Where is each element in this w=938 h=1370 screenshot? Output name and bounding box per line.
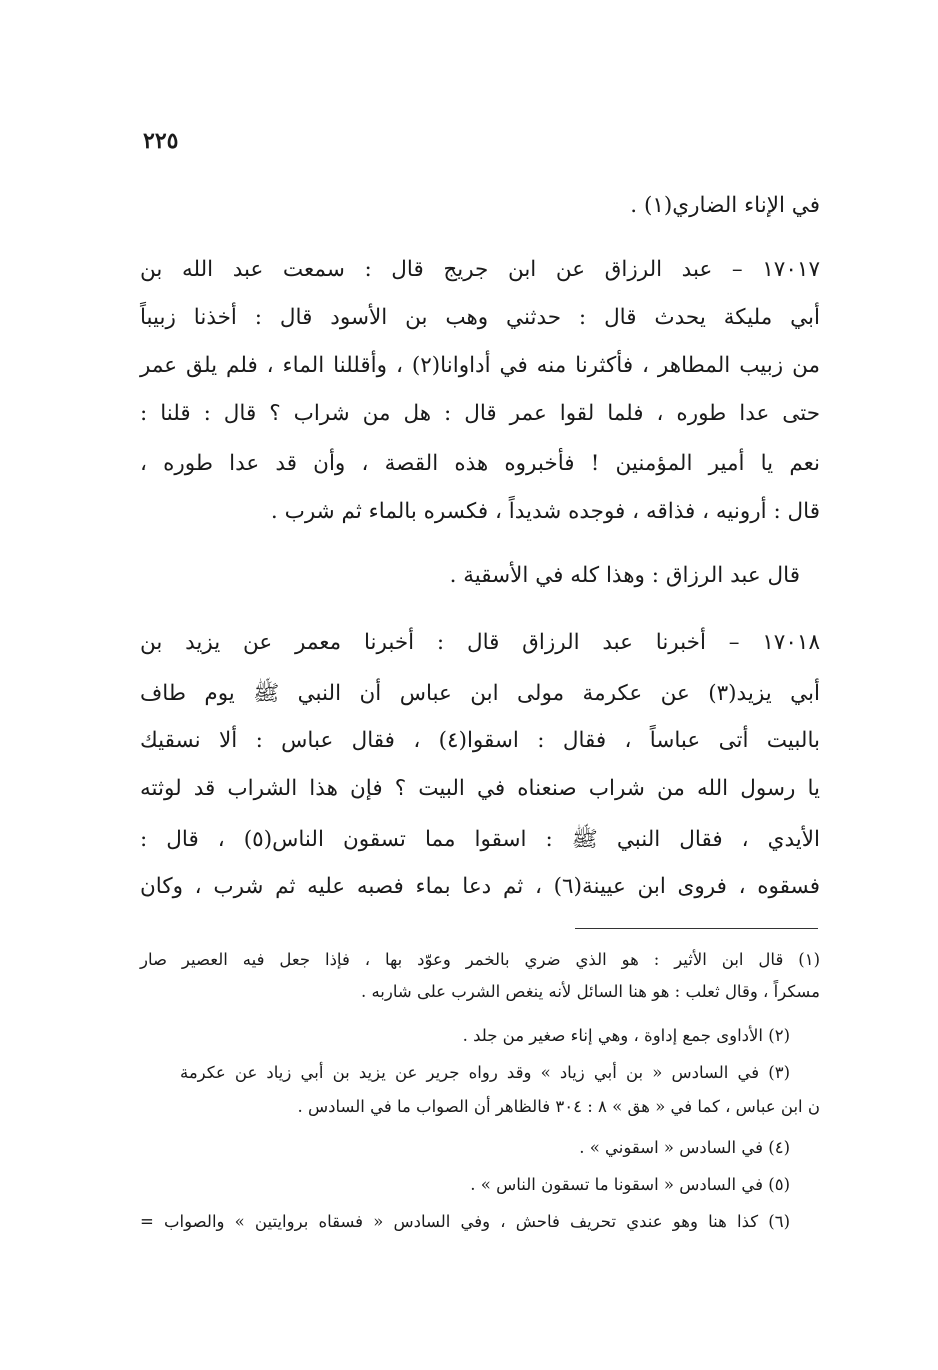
text-line: قال : أرونيه ، فذاقه ، فوجده شديداً ، فكسره بالماء ثم شرب . — [270, 499, 820, 524]
text-line: في الإناء الضاري(١) . — [630, 193, 820, 218]
text-line: ١٧٠١٨ – أخبرنا عبد الرزاق قال : أخبرنا معمر عن يزيد بن — [140, 630, 820, 655]
page-number: ٢٢٥ — [143, 128, 179, 154]
text-line: يا رسول الله من شراب صنعناه في البيت ؟ فإن هذا الشراب قد لوثته — [140, 776, 820, 801]
text-line: نعم يا أمير المؤمنين ! فأخبروه هذه القصة ، وأن قد عدا طوره ، — [140, 451, 820, 476]
footnote-divider — [575, 928, 818, 929]
footnote-line: مسكراً ، وقال ثعلب : هو هنا السائل لأنه ينغص الشرب على شاربه . — [360, 982, 820, 1001]
text-line: من زبيب المطاهر ، فأكثرنا منه في أداوانا(٢) ، وأقللنا الماء ، فلم يلق عمر — [140, 353, 820, 378]
text-line: قال عبد الرزاق : وهذا كله في الأسقية . — [449, 563, 800, 588]
text-line: ١٧٠١٧ – عبد الرزاق عن ابن جريج قال : سمعت عبد الله بن — [140, 257, 820, 282]
text-line: بالبيت أتى عباساً ، فقال : اسقوا(٤) ، فقال عباس : ألا نسقيك — [140, 728, 820, 753]
footnote-line: (٦) كذا هنا وهو عندي تحريف فاحش ، وفي السادس « فسقاه بروايتين » والصواب = — [140, 1212, 790, 1231]
footnote-line: ن ابن عباس ، كما في « هق » ٨ : ٣٠٤ فالظاهر أن الصواب ما في السادس . — [297, 1097, 820, 1116]
text-line: أبي مليكة يحدث قال : حدثني وهب بن الأسود قال : أخذنا زبيباً — [140, 305, 820, 330]
footnote-line: (١) قال ابن الأثير : هو الذي ضري بالخمر وعوّد بها ، فإذا جعل فيه العصير صار — [140, 950, 820, 969]
text-line: الأيدي ، فقال النبي ﷺ : اسقوا مما تسقون الناس(٥) ، قال : — [140, 827, 820, 852]
footnote-line: (٣) في السادس « بن أبي زياد » وقد رواه جرير عن يزيد بن أبي زياد عن عكرمة — [180, 1063, 790, 1082]
text-line: أبي يزيد(٣) عن عكرمة مولى ابن عباس أن النبي ﷺ يوم طاف — [140, 681, 820, 706]
footnote-line: (٥) في السادس « اسقونا ما تسقون الناس » . — [470, 1175, 790, 1194]
footnote-line: (٢) الأداوى جمع إداوة ، وهي إناء صغير من جلد . — [462, 1026, 790, 1045]
footnote-line: (٤) في السادس « اسقوني » . — [579, 1138, 790, 1157]
text-line: فسقوه ، فروى ابن عيينة(٦) ، ثم دعا بماء فصبه عليه ثم شرب ، وكان — [140, 874, 820, 899]
text-line: حتى عدا طوره ، فلما لقوا عمر قال : هل من شراب ؟ قال : قلنا : — [140, 401, 820, 426]
